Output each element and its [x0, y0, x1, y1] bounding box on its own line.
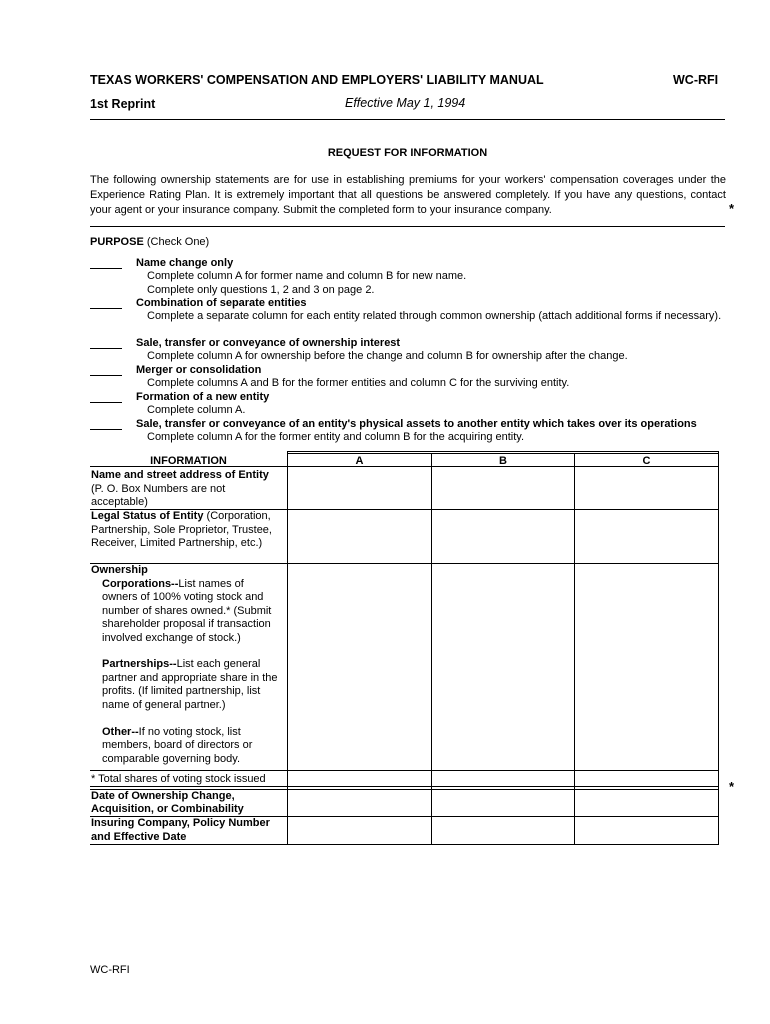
ownership-corporations: [102, 578, 280, 646]
table-bottom-rule: [90, 844, 719, 845]
option-title: Formation of a new entity: [136, 391, 270, 403]
field-legal-status-b[interactable]: [432, 510, 574, 563]
corporations-text: List names of owners of 100% voting stock and number of shares owned.* (Submit shareholder proposal if transaction involved exchange of stock.): [102, 577, 272, 644]
option-title: Combination of separate entities: [136, 297, 307, 309]
field-date-change-b[interactable]: [432, 790, 574, 816]
intro-paragraph: The following ownership statements are for use in establishing premiums for your workers' compensation coverages under the Experience Rating Plan. It is extremely important that all questions be answered completely. If you have any questions, contact your agent or your insurance company. Submit the completed form to your insurance company.: [90, 174, 726, 216]
checkbox-sale-assets[interactable]: [90, 429, 122, 430]
option-desc: Complete columns A and B for the former entities and column C for the surviving entity.: [147, 377, 570, 389]
revision-marker: *: [729, 779, 735, 794]
footer-form-code: WC-RFI: [90, 964, 130, 976]
option-title: Name change only: [136, 257, 234, 269]
field-insuring-c[interactable]: [575, 817, 718, 844]
checkbox-name-change[interactable]: [90, 268, 122, 269]
purpose-heading: [90, 236, 209, 248]
purpose-label: PURPOSE: [90, 236, 144, 248]
field-ownership-c[interactable]: [575, 564, 718, 770]
field-name-address-b[interactable]: [432, 467, 574, 509]
row-legal-status: [91, 510, 285, 551]
field-ownership-b[interactable]: [432, 564, 574, 770]
ownership-partnerships: [102, 658, 280, 712]
manual-title: TEXAS WORKERS' COMPENSATION AND EMPLOYERS' LIABILITY MANUAL: [90, 73, 544, 87]
header-rule: [90, 119, 725, 120]
field-name-address-a[interactable]: [288, 467, 431, 509]
purpose-hint: (Check One): [146, 236, 210, 248]
row-note-name-address: (P. O. Box Numbers are not acceptable): [91, 482, 226, 508]
field-name-address-c[interactable]: [575, 467, 718, 509]
field-insuring-b[interactable]: [432, 817, 574, 844]
column-header-c: C: [642, 455, 651, 467]
row-label-name-address: Name and street address of Entity: [91, 469, 269, 481]
option-desc: Complete column A.: [147, 404, 246, 416]
field-legal-status-c[interactable]: [575, 510, 718, 563]
field-insuring-a[interactable]: [288, 817, 431, 844]
option-desc: Complete only questions 1, 2 and 3 on page 2.: [147, 283, 375, 296]
row-label-total-shares: * Total shares of voting stock issued: [91, 773, 266, 785]
table-top-rule: [287, 451, 719, 452]
checkbox-merger[interactable]: [90, 375, 122, 376]
option-desc: Complete column A for former name and column B for new name.: [147, 270, 467, 282]
row-label-insuring: Insuring Company, Policy Number and Effective Date: [91, 817, 270, 843]
table-top-rule: [287, 453, 719, 454]
form-code: WC-RFI: [673, 73, 719, 87]
checkbox-combination[interactable]: [90, 308, 122, 309]
revision-marker: *: [729, 201, 735, 216]
other-label: Other--: [102, 725, 139, 738]
partnerships-label: Partnerships--: [102, 658, 177, 670]
field-date-change-a[interactable]: [288, 790, 431, 816]
field-total-shares-b[interactable]: [432, 771, 574, 786]
column-header-information: INFORMATION: [150, 455, 227, 467]
option-title: Sale, transfer or conveyance of an entity's physical assets to another entity which takes over its operations: [136, 418, 697, 430]
option-title: Merger or consolidation: [136, 364, 262, 376]
option-desc: Complete column A for the former entity and column B for the acquiring entity.: [147, 431, 525, 443]
row-label-legal-status: Legal Status of Entity: [91, 510, 204, 522]
partnerships-text: List each general partner and appropriate share in the profits. (If limited partnership, list name of general partner.): [102, 658, 278, 711]
document-title: REQUEST FOR INFORMATION: [327, 147, 488, 159]
effective-date: Effective May 1, 1994: [345, 96, 466, 110]
corporations-label: Corporations--: [102, 577, 179, 590]
checkbox-sale-ownership[interactable]: [90, 348, 122, 349]
row-note-legal-status: (Corporation, Partnership, Sole Proprietor, Trustee, Receiver, Limited Partnership, etc.): [91, 510, 272, 549]
other-text: If no voting stock, list members, board of directors or comparable governing body.: [102, 725, 253, 765]
checkbox-formation[interactable]: [90, 402, 122, 403]
option-desc: Complete a separate column for each entity related through common ownership (attach additional forms if necessary).: [147, 310, 722, 322]
column-header-a: A: [355, 455, 364, 467]
option-title: Sale, transfer or conveyance of ownership interest: [136, 337, 401, 349]
column-header-b: B: [499, 455, 507, 467]
option-desc: Complete column A for ownership before the change and column B for ownership after the change.: [147, 350, 628, 362]
reprint-label: 1st Reprint: [90, 97, 156, 111]
ownership-other: [102, 726, 272, 767]
field-date-change-c[interactable]: [575, 790, 718, 816]
field-legal-status-a[interactable]: [288, 510, 431, 563]
field-total-shares-a[interactable]: [288, 771, 431, 786]
column-divider: [718, 451, 719, 845]
row-label-ownership: Ownership: [91, 564, 148, 576]
intro-rule: [90, 226, 725, 227]
field-ownership-a[interactable]: [288, 564, 431, 770]
field-total-shares-c[interactable]: [575, 771, 718, 786]
row-label-date-change: Date of Ownership Change, Acquisition, or Combinability: [91, 789, 244, 815]
